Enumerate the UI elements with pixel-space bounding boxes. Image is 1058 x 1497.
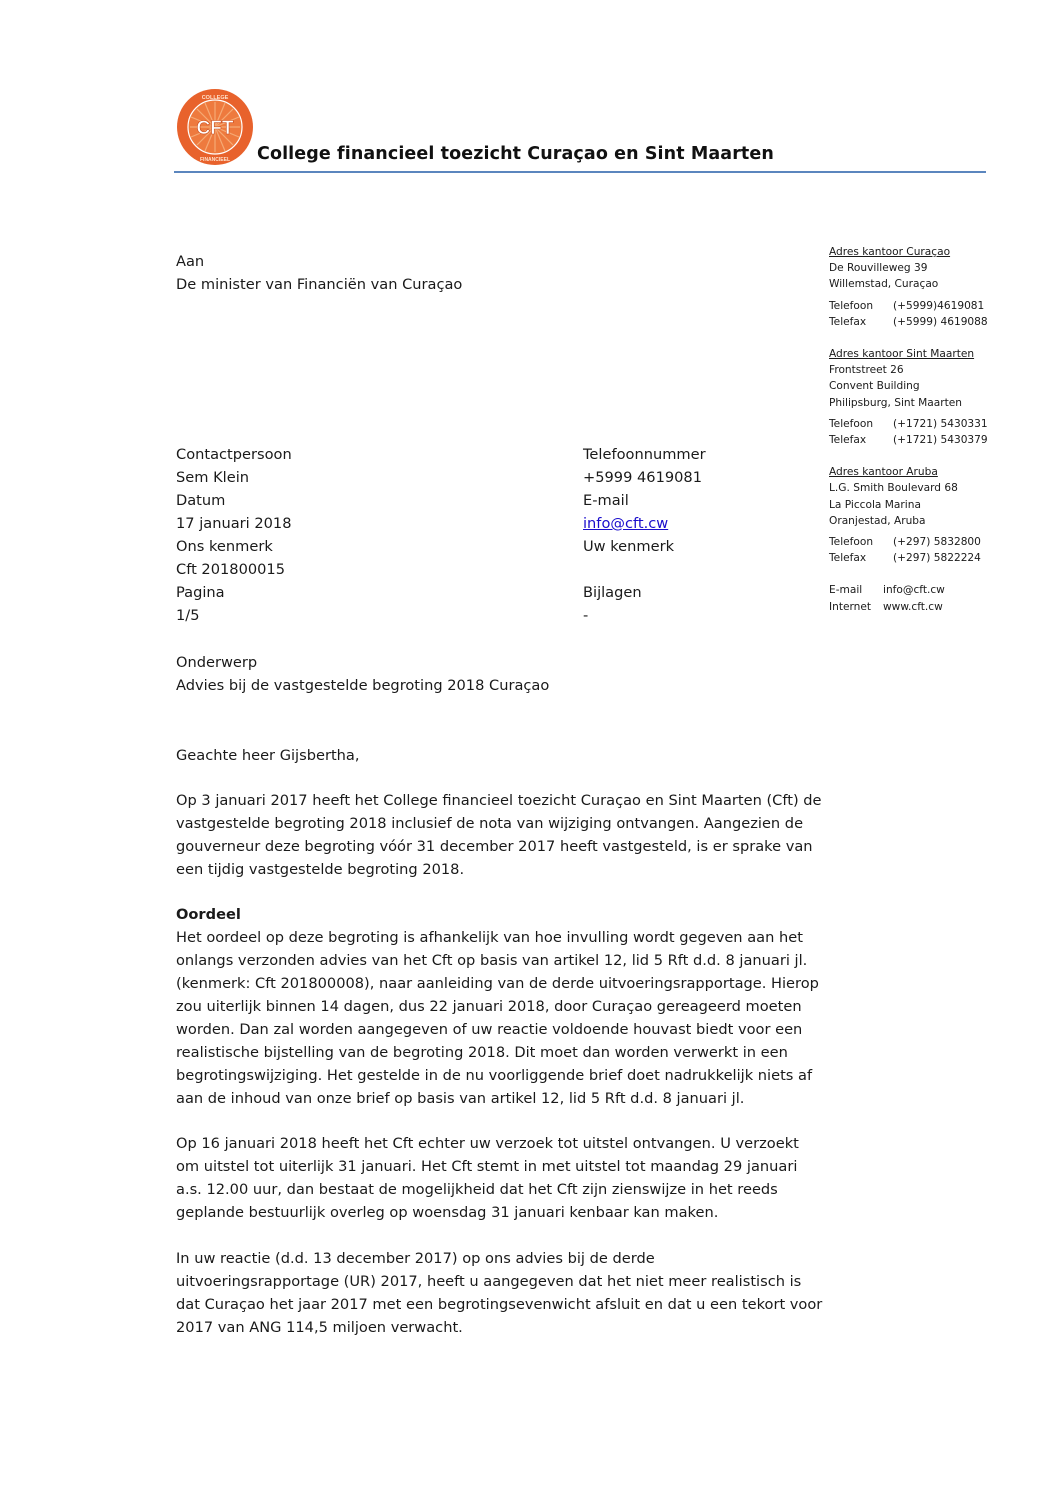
contact-person-value: Sem Klein [176,469,250,486]
paragraph-line: begrotingswijziging. Het gestelde in de nu voorliggende brief doet nadrukkelijk niets af [176,1067,813,1084]
paragraph-line: uitvoeringsrapportage (UR) 2017, heeft u aangegeven dat het niet meer realistisch is [176,1273,802,1290]
page-value: 1/5 [176,607,200,624]
paragraph-line: om uitstel tot uiterlijk 31 januari. Het Cft stemt in met uitstel tot maandag 29 januari [176,1158,798,1175]
svg-text:FINANCIEEL: FINANCIEEL [200,157,230,163]
sint-maarten-phone: Telefoon (+1721) 5430331 [829,417,988,430]
paragraph-line: dat Curaçao het jaar 2017 met een begrotingsevenwicht afsluit en dat u een tekort voor [176,1296,823,1313]
paragraph-line: (kenmerk: Cft 201800008), naar aanleiding van de derde uitvoeringsrapportage. Hierop [176,975,819,992]
paragraph-line: zou uiterlijk binnen 14 dagen, dus 22 januari 2018, door Curaçao gereageerd moeten [176,998,802,1015]
your-reference-label: Uw kenmerk [583,538,675,555]
addressee-label: Aan [176,253,205,270]
sint-maarten-office-heading: Adres kantoor Sint Maarten [829,348,975,361]
paragraph-postponement [176,1132,799,1224]
svg-text:CFT: CFT [196,118,234,139]
cft-logo-icon [176,88,254,166]
curacao-address-line: Willemstad, Curaçao [829,278,939,291]
subject-label: Onderwerp [176,654,258,671]
subject-block [176,651,549,697]
contact-email: E-mail info@cft.cw [829,584,945,597]
aruba-address-line: L.G. Smith Boulevard 68 [829,482,958,495]
sint-maarten-address-line: Convent Building [829,380,920,393]
letter-meta-left [176,443,292,627]
phone-label: Telefoonnummer [583,446,706,463]
header-divider [174,171,986,173]
contact-person-label: Contactpersoon [176,446,292,463]
paragraph-line: realistische bijstelling van de begroting 2018. Dit moet dan worden verwerkt in een [176,1044,788,1061]
curacao-phone: Telefoon (+5999)4619081 [829,299,985,312]
sint-maarten-address-line: Philipsburg, Sint Maarten [829,396,963,409]
subject-value: Advies bij de vastgestelde begroting 2018 Curaçao [176,677,550,694]
paragraph-line: een tijdig vastgestelde begroting 2018. [176,861,465,878]
email-link[interactable]: info@cft.cw [583,515,669,532]
sint-maarten-fax: Telefax (+1721) 5430379 [829,434,988,447]
our-reference-value: Cft 201800015 [176,561,285,578]
paragraph-line: a.s. 12.00 uur, dan bestaat de mogelijkheid dat het Cft zijn zienswijze in het reeds [176,1181,778,1198]
paragraph-line: worden. Dan zal worden aangegeven of uw reactie voldoende houvast biedt voor een [176,1021,803,1038]
page-label: Pagina [176,584,225,601]
paragraph-line: geplande bestuurlijk overleg op woensdag 31 januari kenbaar kan maken. [176,1204,719,1221]
aruba-phone: Telefoon (+297) 5832800 [829,536,981,549]
sidebar-website-value[interactable]: www.cft.cw [883,600,943,613]
paragraph-line: gouverneur deze begroting vóór 31 december 2017 heeft vastgesteld, is er sprake van [176,838,813,855]
your-reference-value [583,558,706,581]
curacao-address-line: De Rouvilleweg 39 [829,262,928,275]
attachments-label: Bijlagen [583,584,642,601]
paragraph-line: vastgestelde begroting 2018 inclusief de nota van wijziging ontvangen. Aangezien de [176,815,804,832]
paragraph-reaction [176,1247,822,1339]
paragraph-line: onlangs verzonden advies van het Cft op basis van artikel 12, lid 5 Rft d.d. 8 januari jl. [176,952,808,969]
salutation: Geachte heer Gijsbertha, [176,747,360,764]
curacao-office-heading: Adres kantoor Curaçao [829,246,951,258]
paragraph-line: aan de inhoud van onze brief op basis van artikel 12, lid 5 Rft d.d. 8 januari jl. [176,1090,745,1107]
contact-internet: Internet www.cft.cw [829,600,943,613]
date-value: 17 januari 2018 [176,515,292,532]
paragraph-line: Op 16 januari 2018 heeft het Cft echter uw verzoek tot uitstel ontvangen. U verzoekt [176,1135,799,1152]
addressee-block [176,250,462,296]
aruba-fax: Telefax (+297) 5822224 [829,552,981,565]
paragraph-line: Op 3 januari 2017 heeft het College financieel toezicht Curaçao en Sint Maarten (Cft) de [176,792,822,809]
email-label: E-mail [583,492,629,509]
paragraph-line: 2017 van ANG 114,5 miljoen verwacht. [176,1319,463,1336]
date-label: Datum [176,492,226,509]
addressee-name: De minister van Financiën van Curaçao [176,276,463,293]
paragraph-oordeel [176,926,819,1110]
curacao-fax: Telefax (+5999) 4619088 [829,315,988,328]
organization-name: College financieel toezicht Curaçao en Sint Maarten [257,144,774,164]
sidebar-email-value[interactable]: info@cft.cw [883,584,945,597]
paragraph-line: Het oordeel op deze begroting is afhankelijk van hoe invulling wordt gegeven aan het [176,929,803,946]
aruba-address-line: La Piccola Marina [829,498,921,511]
svg-text:COLLEGE: COLLEGE [201,95,229,101]
phone-value: +5999 4619081 [583,469,703,486]
section-heading-oordeel: Oordeel [176,906,241,923]
paragraph-intro [176,789,822,881]
aruba-address-line: Oranjestad, Aruba [829,514,926,527]
sint-maarten-address-line: Frontstreet 26 [829,364,904,377]
letter-meta-right [583,443,706,627]
office-addresses-sidebar [829,244,988,615]
attachments-value: - [583,607,589,624]
paragraph-line: In uw reactie (d.d. 13 december 2017) op ons advies bij de derde [176,1250,655,1267]
our-reference-label: Ons kenmerk [176,538,273,555]
aruba-office-heading: Adres kantoor Aruba [829,466,938,479]
